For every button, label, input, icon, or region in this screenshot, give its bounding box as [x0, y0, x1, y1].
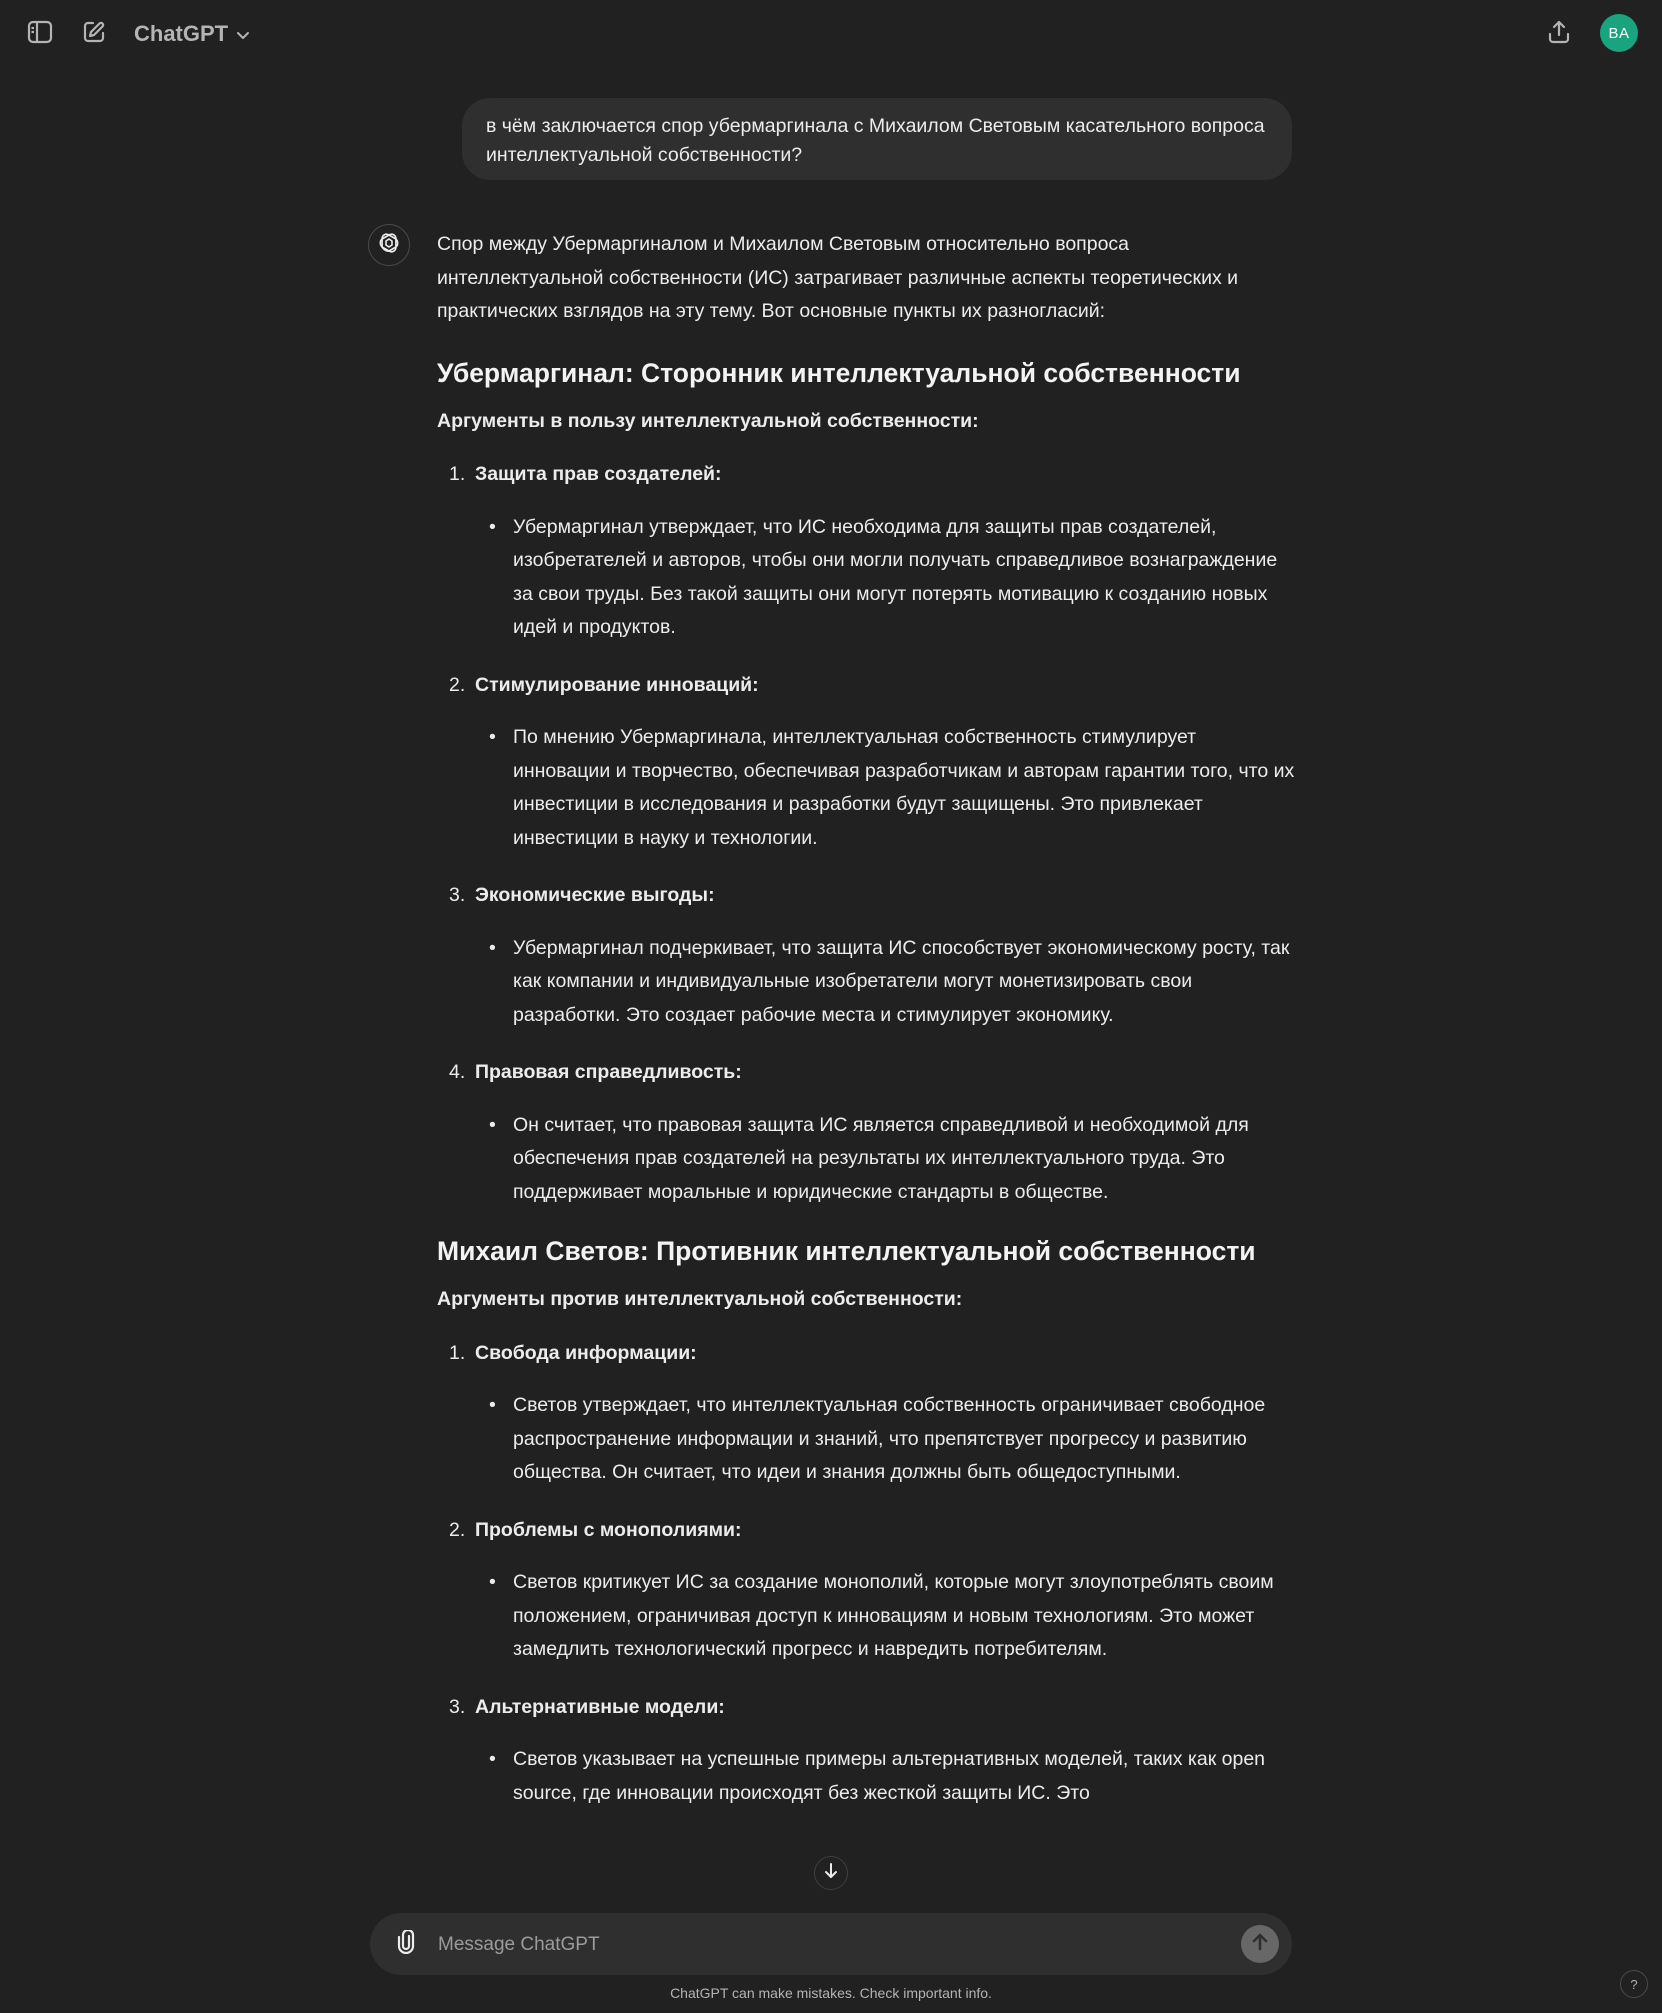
assistant-message: [437, 228, 1297, 1910]
send-button[interactable]: [1241, 1925, 1279, 1963]
model-selector[interactable]: [134, 18, 250, 50]
section: [437, 1233, 1297, 1810]
list-item: [437, 1691, 1297, 1811]
top-bar: [0, 0, 1662, 68]
scroll-to-bottom-button[interactable]: [814, 1856, 848, 1890]
edit-icon: [82, 20, 106, 49]
share-icon: [1547, 19, 1571, 50]
list-item-title: Правовая справедливость:: [475, 1061, 742, 1083]
paperclip-icon: [396, 1930, 416, 1959]
assistant-intro: Спор между Убермаргиналом и Михаилом Световым относительно вопроса интеллектуальной собственности (ИС) затрагивает различные аспекты теоретических и практических взглядов на эту тему. Вот основные пункты их разногласий:: [437, 233, 1239, 322]
new-chat-button[interactable]: [78, 18, 110, 50]
model-name: ChatGPT: [134, 21, 229, 46]
bullet-text: • Светов указывает на успешные примеры альтернативных моделей, таких как open source, где инновации происходят без жесткой защиты ИС. Это: [513, 1743, 1297, 1810]
disclaimer-text: ChatGPT can make mistakes. Check important info.: [670, 1985, 992, 2001]
argument-list: [437, 458, 1297, 1209]
list-number: 1.: [449, 463, 466, 485]
share-button[interactable]: [1541, 16, 1577, 52]
arrow-down-icon: [823, 1862, 839, 1885]
list-number: 3.: [449, 884, 466, 906]
attach-button[interactable]: [388, 1926, 424, 1962]
sidebar-icon: [27, 20, 53, 49]
list-item-title: Проблемы с монополиями:: [475, 1518, 742, 1541]
user-avatar[interactable]: [1600, 14, 1638, 52]
arrow-up-icon: [1251, 1932, 1269, 1957]
sidebar-toggle-button[interactable]: [22, 18, 58, 50]
argument-list: [437, 1337, 1297, 1811]
bullet-text: • Светов утверждает, что интеллектуальная собственность ограничивает свободное распространение информации и знаний, что препятствует прогрессу и развитию общества. Он считает, что идеи и знания должны быть общедоступными.: [513, 1389, 1297, 1490]
bullet-text: • Убермаргинал утверждает, что ИС необходима для защиты прав создателей, изобретателей и авторов, чтобы они могли получать справедливое вознаграждение за свои труды. Без такой защиты они могут потерять мотивацию к созданию новых идей и продуктов.: [513, 511, 1297, 645]
list-item: [437, 669, 1297, 856]
list-item: [437, 1514, 1297, 1667]
avatar-initials: BA: [1608, 24, 1630, 42]
list-number: 2.: [449, 673, 466, 696]
user-message-bubble: [462, 98, 1292, 180]
list-item-title: Стимулирование инноваций:: [475, 673, 759, 696]
bullet-text: • Он считает, что правовая защита ИС является справедливой и необходимой для обеспечения прав создателей на результаты их интеллектуального труда. Это поддерживает моральные и юридические стандарты в обществе.: [513, 1109, 1297, 1210]
list-number: 4.: [449, 1061, 466, 1083]
bullet-text: • Светов критикует ИС за создание монополий, которые могут злоупотреблять своим положением, ограничивая доступ к инновациям и новым технологиям. Это может замедлить технологический прогресс и навредить потребителям.: [513, 1566, 1297, 1667]
assistant-avatar: [368, 224, 410, 266]
help-button[interactable]: [1620, 1970, 1648, 1998]
section-subheading: Аргументы против интеллектуальной собственности:: [437, 1288, 963, 1310]
list-item: [437, 458, 1297, 645]
list-item-title: Свобода информации:: [475, 1341, 697, 1364]
chevron-down-icon: [236, 21, 250, 47]
list-item-title: Альтернативные модели:: [475, 1695, 725, 1718]
message-composer: [370, 1913, 1292, 1975]
help-label: ?: [1630, 1976, 1638, 1992]
list-item-title: Защита прав создателей:: [475, 463, 722, 485]
bullet-text: • Убермаргинал подчеркивает, что защита ИС способствует экономическому росту, так как компании и индивидуальные изобретатели могут монетизировать свои разработки. Это создает рабочие места и стимулирует экономику.: [513, 932, 1297, 1033]
list-item-title: Экономические выгоды:: [475, 884, 715, 906]
message-input[interactable]: [436, 1927, 1210, 1963]
section-subheading: Аргументы в пользу интеллектуальной собственности:: [437, 409, 979, 432]
list-number: 3.: [449, 1695, 466, 1718]
list-item: [437, 1337, 1297, 1490]
section-heading: Убермаргинал: Сторонник интеллектуальной собственности: [437, 357, 1241, 388]
list-number: 1.: [449, 1341, 466, 1364]
list-number: 2.: [449, 1518, 466, 1541]
list-item: [437, 879, 1297, 1032]
section-heading: Михаил Светов: Противник интеллектуальной собственности: [437, 1236, 1256, 1266]
openai-logo-icon: [377, 231, 401, 260]
bullet-text: • По мнению Убермаргинала, интеллектуальная собственность стимулирует инновации и творчество, обеспечивая разработчикам и авторам гарантии того, что их инвестиции в исследования и разработки будут защищены. Это привлекает инвестиции в науку и технологии.: [513, 721, 1297, 855]
user-message-text: в чём заключается спор убермаргинала с Михаилом Световым касательного вопроса интеллектуальной собственности?: [486, 115, 1265, 166]
list-item: [437, 1056, 1297, 1209]
